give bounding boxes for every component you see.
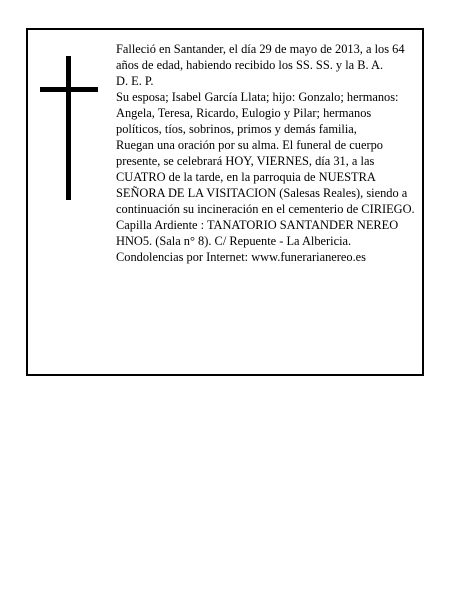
condolences-link: Condolencias por Internet: www.funerarianereo.es [116, 250, 367, 264]
cross-icon [40, 56, 98, 200]
cross-horizontal-bar [40, 87, 98, 92]
rest-in-peace: D. E. P. [116, 74, 154, 88]
obituary-notice [26, 28, 424, 376]
family-members: Su esposa; Isabel García Llata; hijo: Gonzalo; hermanos: Angela, Teresa, Ricardo, Eulogio y Pilar; hermanos políticos, tíos, sobrinos, primos y demás familia, [116, 90, 399, 136]
funeral-details: Ruegan una oración por su alma. El funeral de cuerpo presente, se celebrará HOY, VIERNES, día 31, a las CUATRO de la tarde, en la parroquia de NUESTRA SEÑORA DE LA VISITACION (Salesas Reales), siendo a continuación su incineración en el cementerio de CIRIEGO. Capilla Ardiente : TANATORIO SANTANDER NEREO HNO5. (Sala n° 8). C/ Repuente - La Albericia. [116, 138, 415, 248]
death-announcement: Falleció en Santander, el día 29 de mayo de 2013, a los 64 años de edad, habiendo recibido los SS. SS. y la B. A. [116, 42, 405, 72]
notice-text [116, 41, 420, 265]
cross-vertical-bar [66, 56, 71, 200]
